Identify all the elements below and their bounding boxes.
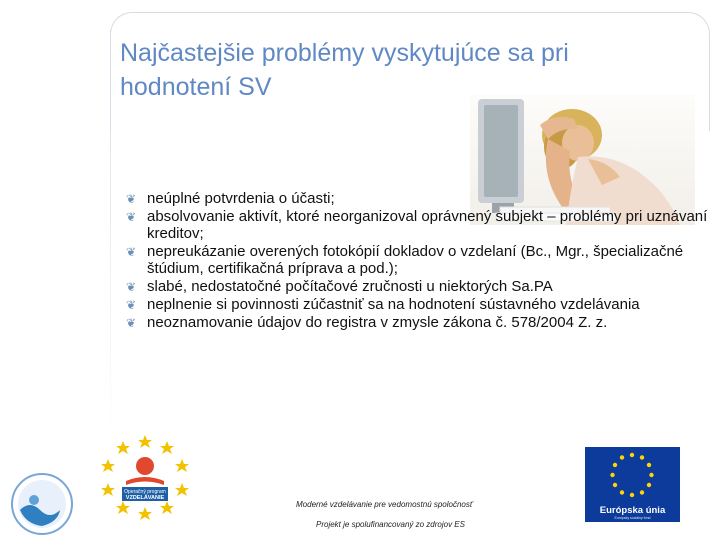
slide-title: Najčastejšie problémy vyskytujúce sa pri hodnotení SV xyxy=(120,39,569,101)
ornament-bullet-icon: ❦ xyxy=(126,210,137,224)
list-item xyxy=(126,208,711,242)
list-item xyxy=(126,243,711,277)
op-logo-line2: VZDELÁVANIE xyxy=(125,495,165,501)
ornament-bullet-icon: ❦ xyxy=(126,245,137,259)
eu-label: Európska únia xyxy=(599,505,666,516)
ornament-bullet-icon: ❦ xyxy=(126,316,137,330)
list-item-text: neúplné potvrdenia o účasti; xyxy=(147,190,335,207)
list-item xyxy=(126,190,711,207)
ornament-bullet-icon: ❦ xyxy=(126,280,137,294)
ornament-bullet-icon: ❦ xyxy=(126,192,137,206)
list-item-text: slabé, nedostatočné počítačové zručnosti u niektorých Sa.PA xyxy=(147,278,553,295)
footer-tagline: Moderné vzdelávanie pre vedomostnú spoločnosť xyxy=(296,500,473,509)
ornament-bullet-icon: ❦ xyxy=(126,298,137,312)
op-vzdelavanie-logo xyxy=(100,433,190,523)
circular-wave-logo xyxy=(8,470,76,538)
footer-cofinanced: Projekt je spolufinancovaný zo zdrojov ES xyxy=(316,520,465,529)
list-item-text: absolvovanie aktivít, ktoré neorganizoval oprávnený subjekt – problémy pri uznávaní kreditov; xyxy=(147,208,708,242)
list-item-text: nepreukázanie overených fotokópií dokladov o vzdelaní (Bc., Mgr., špecializačné štúdium, certifikačná príprava a pod.); xyxy=(147,243,684,277)
list-item-text: neoznamovanie údajov do registra v zmysle zákona č. 578/2004 Z. z. xyxy=(147,314,608,331)
problem-list xyxy=(126,190,711,332)
op-logo-line1: Operačný program xyxy=(124,489,166,495)
eu-sublabel: Európsky sociálny fond xyxy=(614,516,651,520)
list-item xyxy=(126,278,711,295)
list-item-text: neplnenie si povinnosti zúčastniť sa na hodnotení sústavného vzdelávania xyxy=(147,296,640,313)
list-item xyxy=(126,314,711,331)
list-item xyxy=(126,296,711,313)
frame-left-edge xyxy=(110,30,111,450)
